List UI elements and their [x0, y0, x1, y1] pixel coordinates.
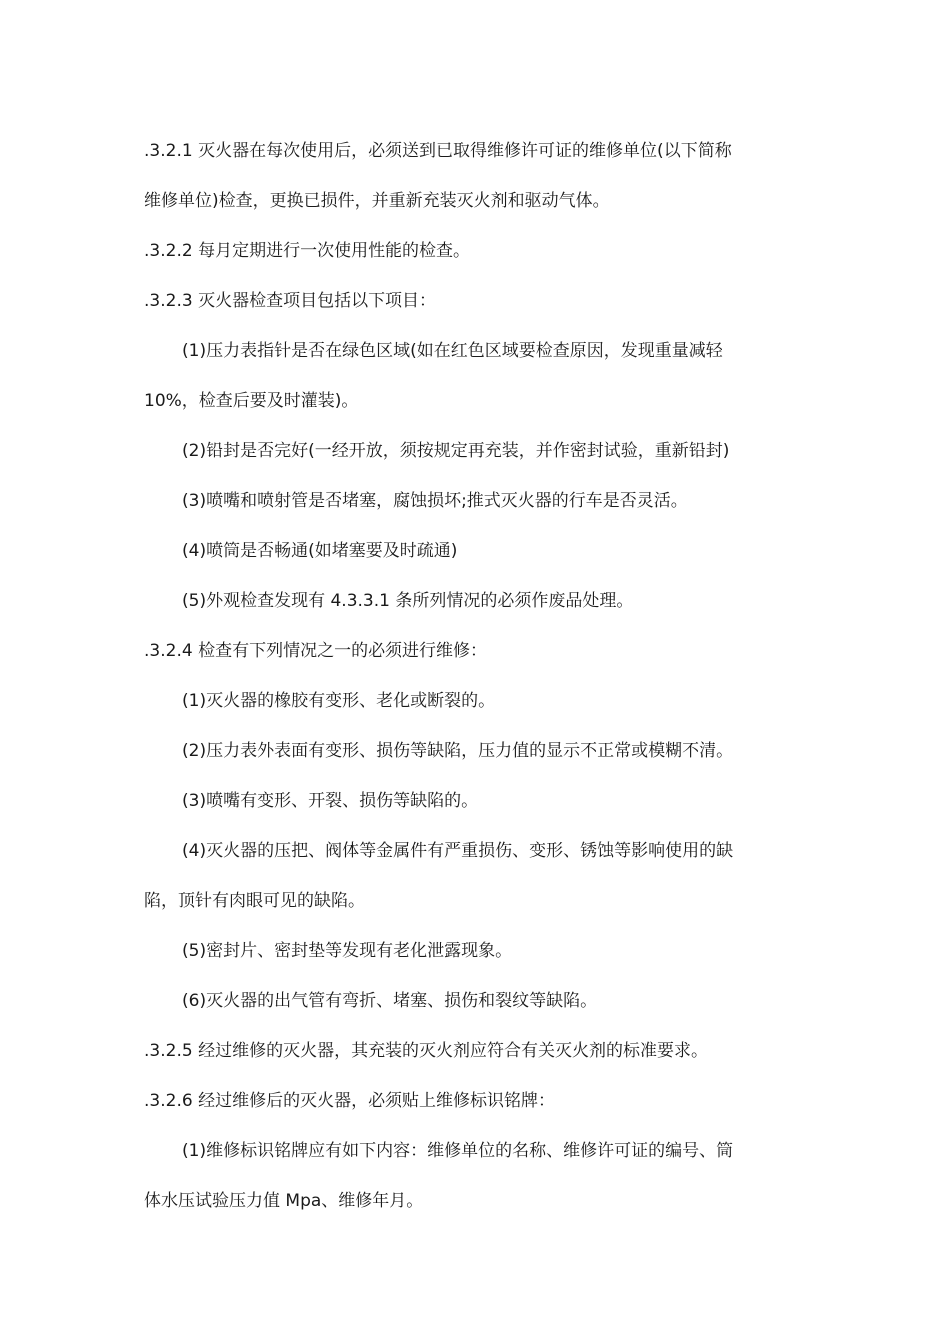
document-body: [144, 126, 808, 1226]
text-line: (4)喷筒是否畅通(如堵塞要及时疏通): [182, 541, 458, 561]
text-line: .3.2.5 经过维修的灭火器，其充装的灭火剂应符合有关灭火剂的标准要求。: [144, 1041, 709, 1061]
text-line: 10%，检查后要及时灌装)。: [144, 391, 359, 411]
text-line: (1)维修标识铭牌应有如下内容：维修单位的名称、维修许可证的编号、筒: [182, 1141, 734, 1161]
text-line: 陷，顶针有肉眼可见的缺陷。: [144, 891, 365, 911]
text-line: .3.2.3 灭火器检查项目包括以下项目：: [144, 291, 437, 311]
text-line: 体水压试验压力值 Mpa、维修年月。: [144, 1191, 424, 1211]
text-line: (3)喷嘴有变形、开裂、损伤等缺陷的。: [182, 791, 479, 811]
text-line: (1)压力表指针是否在绿色区域(如在红色区域要检查原因，发现重量减轻: [182, 341, 723, 361]
text-line: 维修单位)检查，更换已损件，并重新充装灭火剂和驱动气体。: [144, 191, 610, 211]
text-line: (2)铅封是否完好(一经开放，须按规定再充装，并作密封试验，重新铅封): [182, 441, 730, 461]
text-line: (1)灭火器的橡胶有变形、老化或断裂的。: [182, 691, 496, 711]
text-line: (5)外观检查发现有 4.3.3.1 条所列情况的必须作废品处理。: [182, 591, 634, 611]
text-line: .3.2.4 检查有下列情况之一的必须进行维修：: [144, 641, 488, 661]
text-line: .3.2.1 灭火器在每次使用后，必须送到已取得维修许可证的维修单位(以下简称: [144, 141, 732, 161]
text-line: .3.2.6 经过维修后的灭火器，必须贴上维修标识铭牌：: [144, 1091, 556, 1111]
text-line: (5)密封片、密封垫等发现有老化泄露现象。: [182, 941, 513, 961]
text-line: (2)压力表外表面有变形、损伤等缺陷，压力值的显示不正常或模糊不清。: [182, 741, 734, 761]
text-line: (3)喷嘴和喷射管是否堵塞，腐蚀损坏;推式灭火器的行车是否灵活。: [182, 491, 688, 511]
text-line: .3.2.2 每月定期进行一次使用性能的检查。: [144, 241, 471, 261]
text-line: (4)灭火器的压把、阀体等金属件有严重损伤、变形、锈蚀等影响使用的缺: [182, 841, 734, 861]
text-line: (6)灭火器的出气管有弯折、堵塞、损伤和裂纹等缺陷。: [182, 991, 598, 1011]
